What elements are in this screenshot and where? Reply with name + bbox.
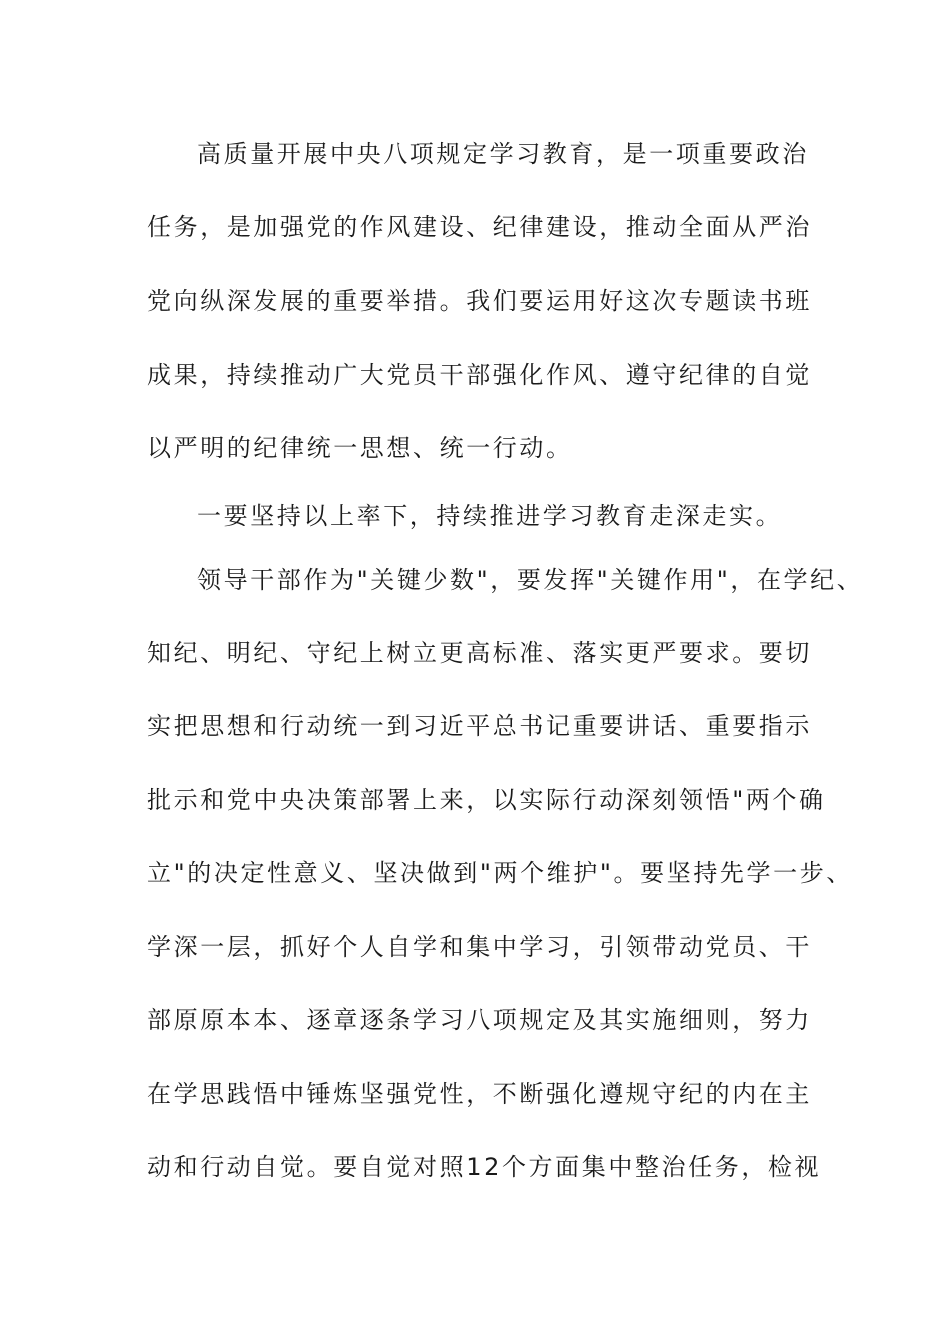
paragraph-2-line-5: 立"的决定性意义、坚决做到"两个维护"。要坚持先学一步、 (147, 859, 853, 887)
paragraph-2-line-2: 知纪、明纪、守纪上树立更高标准、落实更严要求。要切 (147, 639, 812, 667)
paragraph-1-line-2: 任务，是加强党的作风建设、纪律建设，推动全面从严治 (147, 213, 812, 241)
paragraph-1-line-3: 党向纵深发展的重要举措。我们要运用好这次专题读书班 (147, 287, 812, 315)
paragraph-2-line-9: 动和行动自觉。要自觉对照12个方面集中整治任务，检视 (147, 1153, 822, 1181)
paragraph-2-line-7: 部原原本本、逐章逐条学习八项规定及其实施细则，努力 (147, 1006, 812, 1034)
paragraph-2-line-3: 实把思想和行动统一到习近平总书记重要讲话、重要指示 (147, 712, 812, 740)
paragraph-2-line-6: 学深一层，抓好个人自学和集中学习，引领带动党员、干 (147, 933, 812, 961)
paragraph-1-line-1: 高质量开展中央八项规定学习教育，是一项重要政治 (197, 140, 809, 168)
paragraph-1-line-4: 成果，持续推动广大党员干部强化作风、遵守纪律的自觉 (147, 361, 812, 389)
paragraph-2-line-1: 领导干部作为"关键少数"，要发挥"关键作用"，在学纪、 (197, 566, 864, 594)
paragraph-1-line-5: 以严明的纪律统一思想、统一行动。 (147, 434, 573, 462)
section-heading-1: 一要坚持以上率下，持续推进学习教育走深走实。 (197, 502, 783, 530)
paragraph-2-line-8: 在学思践悟中锤炼坚强党性，不断强化遵规守纪的内在主 (147, 1080, 812, 1108)
paragraph-2-line-4: 批示和党中央决策部署上来，以实际行动深刻领悟"两个确 (147, 786, 826, 814)
